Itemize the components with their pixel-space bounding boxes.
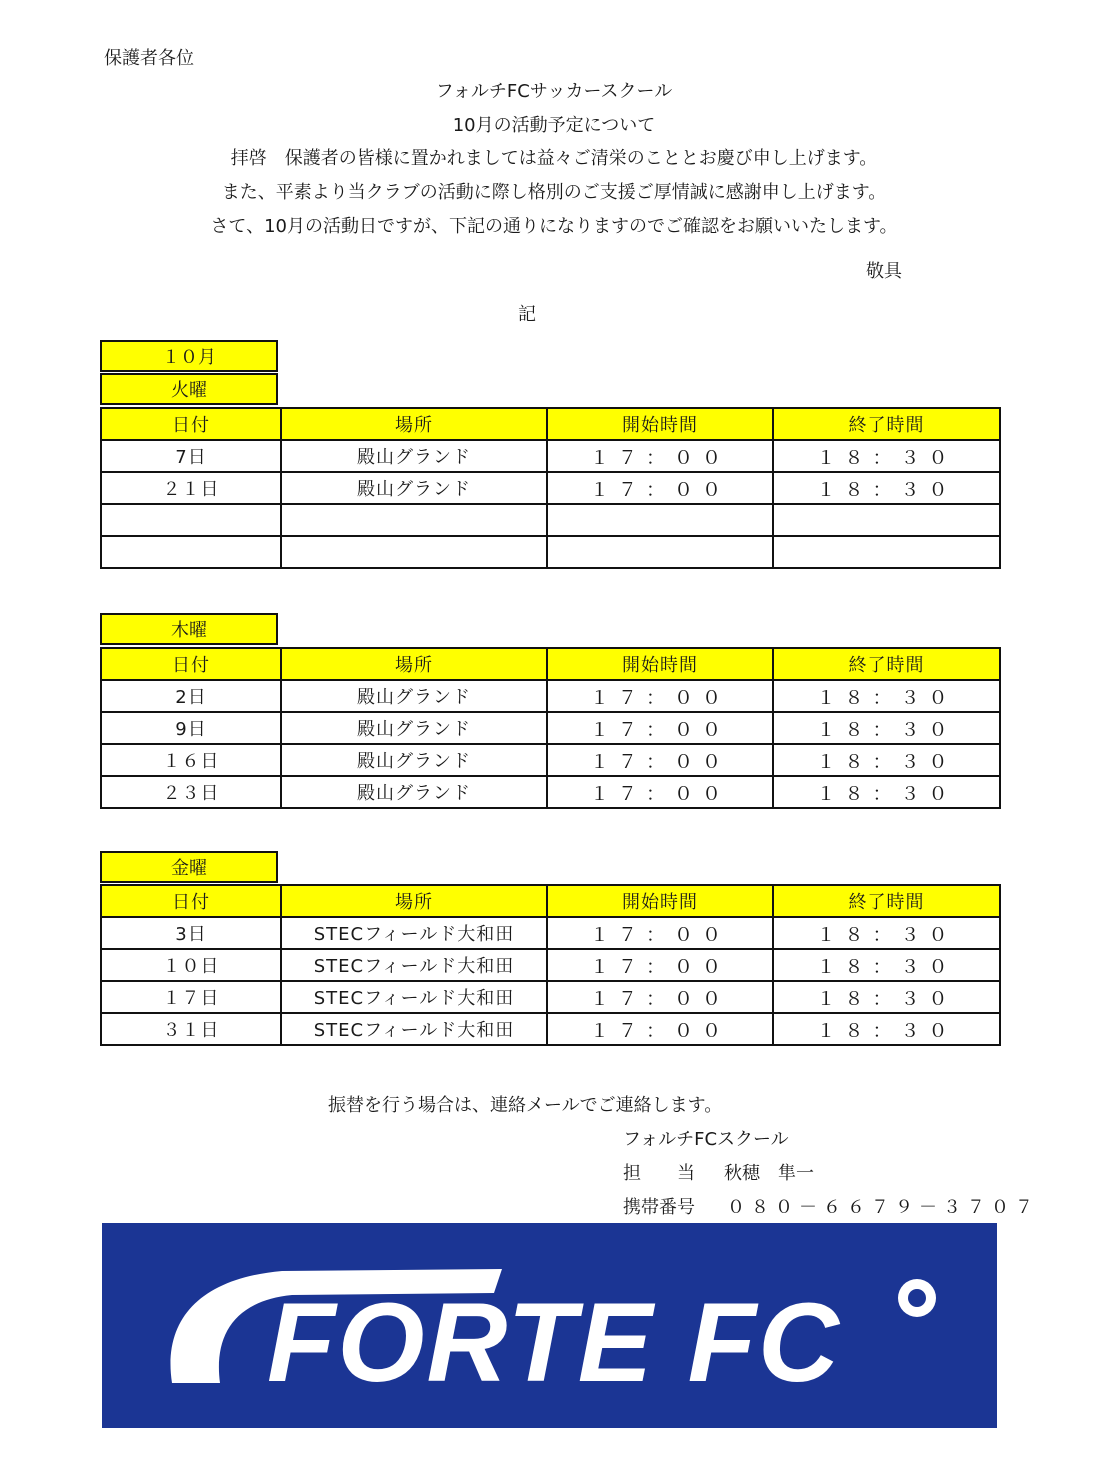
start-cell: １７：００ <box>547 776 773 808</box>
header-date: 日付 <box>101 885 281 917</box>
date-cell: １７日 <box>101 981 281 1013</box>
end-cell: １８：３０ <box>773 1013 1000 1045</box>
start-cell: １７：００ <box>547 1013 773 1045</box>
table-row <box>101 744 1000 776</box>
header-end: 終了時間 <box>773 885 1000 917</box>
header-place: 場所 <box>281 408 547 440</box>
start-cell: １７：００ <box>547 712 773 744</box>
tuesday-table <box>100 407 1001 569</box>
place-cell: 殿山グランド <box>281 680 547 712</box>
start-cell: １７：００ <box>547 440 773 472</box>
salutation: 保護者各位 <box>104 48 194 69</box>
date-cell: ２３日 <box>101 776 281 808</box>
end-cell: １８：３０ <box>773 917 1000 949</box>
header-end: 終了時間 <box>773 648 1000 680</box>
logo-text: FORTE FC <box>267 1280 841 1405</box>
start-cell: １７：００ <box>547 472 773 504</box>
subject: 10月の活動予定について <box>452 115 656 136</box>
forte-fc-logo <box>102 1223 997 1428</box>
place-cell: 殿山グランド <box>281 776 547 808</box>
table-row <box>101 712 1000 744</box>
end-cell: １８：３０ <box>773 949 1000 981</box>
contact-name: 秋穂 隼一 <box>724 1163 814 1184</box>
friday-table <box>100 884 1001 1046</box>
friday-label: 金曜 <box>100 851 278 883</box>
place-cell: STECフィールド大和田 <box>281 981 547 1013</box>
phone-label: 携帯番号 <box>623 1197 695 1218</box>
closing: 敬具 <box>866 261 902 282</box>
table-header <box>101 648 1000 680</box>
header-date: 日付 <box>101 648 281 680</box>
date-cell: ２１日 <box>101 472 281 504</box>
makeup-note: 振替を行う場合は、連絡メールでご連絡します。 <box>328 1095 723 1116</box>
place-cell: 殿山グランド <box>281 440 547 472</box>
place-cell: 殿山グランド <box>281 472 547 504</box>
greeting-paragraph-3: さて、10月の活動日ですが、下記の通りになりますのでご確認をお願いいたします。 <box>210 216 898 237</box>
table-header <box>101 408 1000 440</box>
date-cell: １０日 <box>101 949 281 981</box>
greeting-paragraph-1: 拝啓 保護者の皆様に置かれましては益々ご清栄のこととお慶び申し上げます。 <box>230 148 878 169</box>
empty-row <box>101 536 1000 568</box>
place-cell: 殿山グランド <box>281 712 547 744</box>
date-cell: 3日 <box>101 917 281 949</box>
place-cell: STECフィールド大和田 <box>281 1013 547 1045</box>
header-date: 日付 <box>101 408 281 440</box>
date-cell: 9日 <box>101 712 281 744</box>
header-start: 開始時間 <box>547 885 773 917</box>
header-place: 場所 <box>281 648 547 680</box>
tuesday-label: 火曜 <box>100 373 278 405</box>
table-row <box>101 981 1000 1013</box>
thursday-label: 木曜 <box>100 613 278 645</box>
place-cell: STECフィールド大和田 <box>281 949 547 981</box>
month-label: １０月 <box>100 340 278 372</box>
date-cell: １６日 <box>101 744 281 776</box>
end-cell: １８：３０ <box>773 440 1000 472</box>
end-cell: １８：３０ <box>773 744 1000 776</box>
table-row <box>101 680 1000 712</box>
date-cell: 2日 <box>101 680 281 712</box>
place-cell: 殿山グランド <box>281 744 547 776</box>
header-end: 終了時間 <box>773 408 1000 440</box>
table-row <box>101 1013 1000 1045</box>
end-cell: １８：３０ <box>773 981 1000 1013</box>
date-cell: 7日 <box>101 440 281 472</box>
ki-marker: 記 <box>518 304 536 325</box>
school-name: フォルチFCスクール <box>623 1129 789 1150</box>
start-cell: １７：００ <box>547 744 773 776</box>
empty-row <box>101 504 1000 536</box>
place-cell: STECフィールド大和田 <box>281 917 547 949</box>
contact-label: 担 当 <box>623 1163 695 1184</box>
date-cell: ３１日 <box>101 1013 281 1045</box>
start-cell: １７：００ <box>547 949 773 981</box>
end-cell: １８：３０ <box>773 776 1000 808</box>
phone-number: ０８０－６６７９－３７０７ <box>727 1197 1039 1218</box>
table-row <box>101 949 1000 981</box>
end-cell: １８：３０ <box>773 680 1000 712</box>
start-cell: １７：００ <box>547 917 773 949</box>
end-cell: １８：３０ <box>773 472 1000 504</box>
table-row <box>101 917 1000 949</box>
header-start: 開始時間 <box>547 648 773 680</box>
start-cell: １７：００ <box>547 680 773 712</box>
table-header <box>101 885 1000 917</box>
logo-graphic <box>102 1223 997 1428</box>
organization-name: フォルチFCサッカースクール <box>435 81 673 102</box>
start-cell: １７：００ <box>547 981 773 1013</box>
table-row <box>101 776 1000 808</box>
header-start: 開始時間 <box>547 408 773 440</box>
table-row <box>101 440 1000 472</box>
end-cell: １８：３０ <box>773 712 1000 744</box>
logo-ball-center <box>908 1289 926 1307</box>
header-place: 場所 <box>281 885 547 917</box>
thursday-table <box>100 647 1001 809</box>
table-row <box>101 472 1000 504</box>
greeting-paragraph-2: また、平素より当クラブの活動に際し格別のご支援ご厚情誠に感謝申し上げます。 <box>221 182 887 203</box>
